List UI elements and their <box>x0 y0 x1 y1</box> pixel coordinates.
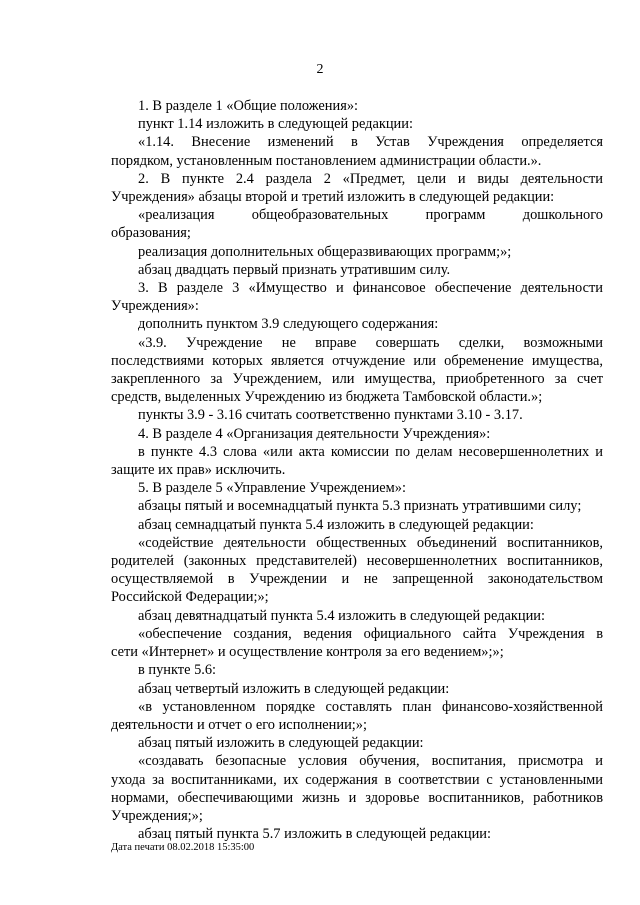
text-line: 3. В разделе 3 «Имущество и финансовое обеспечение деятельности <box>138 280 603 297</box>
page-number: 2 <box>316 62 324 77</box>
text-line: в пункте 5.6: <box>138 662 217 679</box>
text-line: 4. В разделе 4 «Организация деятельности Учреждения»: <box>138 425 491 442</box>
text-line: реализация дополнительных общеразвивающих программ;»; <box>138 243 512 260</box>
text-line: деятельности и отчет о его исполнении;»; <box>111 716 367 733</box>
text-line: «3.9. Учреждение не вправе совершать сделки, возможными <box>138 334 603 351</box>
text-line: абзац пятый изложить в следующей редакции: <box>138 735 424 752</box>
text-line: закрепленного за Учреждением, или имущества, приобретенного за счет <box>111 371 603 388</box>
text-line: Учреждения»: <box>111 298 199 315</box>
text-line: абзацы пятый и восемнадцатый пункта 5.3 признать утратившими силу; <box>138 498 582 515</box>
text-line: «создавать безопасные условия обучения, воспитания, присмотра и <box>138 753 603 770</box>
text-line: 1. В разделе 1 «Общие положения»: <box>138 98 359 114</box>
text-line: в пункте 4.3 слова «или акта комиссии по делам несовершеннолетних и <box>138 443 603 460</box>
text-line: 5. В разделе 5 «Управление Учреждением»: <box>138 480 406 497</box>
text-line: абзац девятнадцатый пункта 5.4 изложить в следующей редакции: <box>138 607 546 624</box>
text-line: пункты 3.9 - 3.16 считать соответственно пунктами 3.10 - 3.17. <box>138 407 523 424</box>
print-date-footer: Дата печати 08.02.2018 15:35:00 <box>111 842 255 853</box>
text-line: «обеспечение создания, ведения официального сайта Учреждения в <box>138 625 603 642</box>
text-line: абзац семнадцатый пункта 5.4 изложить в следующей редакции: <box>138 516 534 533</box>
text-line: Учреждения;»; <box>111 807 203 824</box>
text-line: «содействие деятельности общественных объединений воспитанников, <box>138 534 603 551</box>
text-line: 2. В пункте 2.4 раздела 2 «Предмет, цели и виды деятельности <box>138 170 603 187</box>
text-line: защите их прав» исключить. <box>111 462 286 479</box>
text-line: «в установленном порядке составлять план финансово-хозяйственной <box>138 698 603 715</box>
text-line: пункт 1.14 изложить в следующей редакции: <box>138 116 413 133</box>
text-line: средств, выделенных Учреждению из бюджета Тамбовской области.»; <box>111 389 543 406</box>
text-line: осуществляемой в Учреждении и не запрещенной законодательством <box>111 571 603 588</box>
text-line: сети «Интернет» и осуществление контроля за его ведением»;»; <box>111 644 504 661</box>
text-line: ухода за воспитанниками, их содержания в соответствии с установленными <box>111 771 603 788</box>
text-line: «1.14. Внесение изменений в Устав Учреждения определяется <box>138 134 603 151</box>
text-line: Учреждения» абзацы второй и третий изложить в следующей редакции: <box>111 189 555 206</box>
text-line: образования; <box>111 225 191 242</box>
text-line: Российской Федерации;»; <box>111 589 269 606</box>
text-line: абзац четвертый изложить в следующей редакции: <box>138 680 450 697</box>
text-line: абзац пятый пункта 5.7 изложить в следующей редакции: <box>138 826 491 843</box>
text-line: абзац двадцать первый признать утратившим силу. <box>138 261 451 278</box>
text-line: родителей (законных представителей) несовершеннолетних воспитанников, <box>111 553 603 570</box>
document-body <box>111 97 603 843</box>
text-line: порядком, установленным постановлением администрации области.». <box>111 152 542 169</box>
text-line: нормами, обеспечивающими жизнь и здоровье воспитанников, работников <box>111 789 603 806</box>
text-line: последствиями которых является отчуждение или обременение имущества, <box>111 352 603 369</box>
text-line: «реализация общеобразовательных программ дошкольного <box>138 207 603 224</box>
text-line: дополнить пунктом 3.9 следующего содержания: <box>138 316 439 333</box>
